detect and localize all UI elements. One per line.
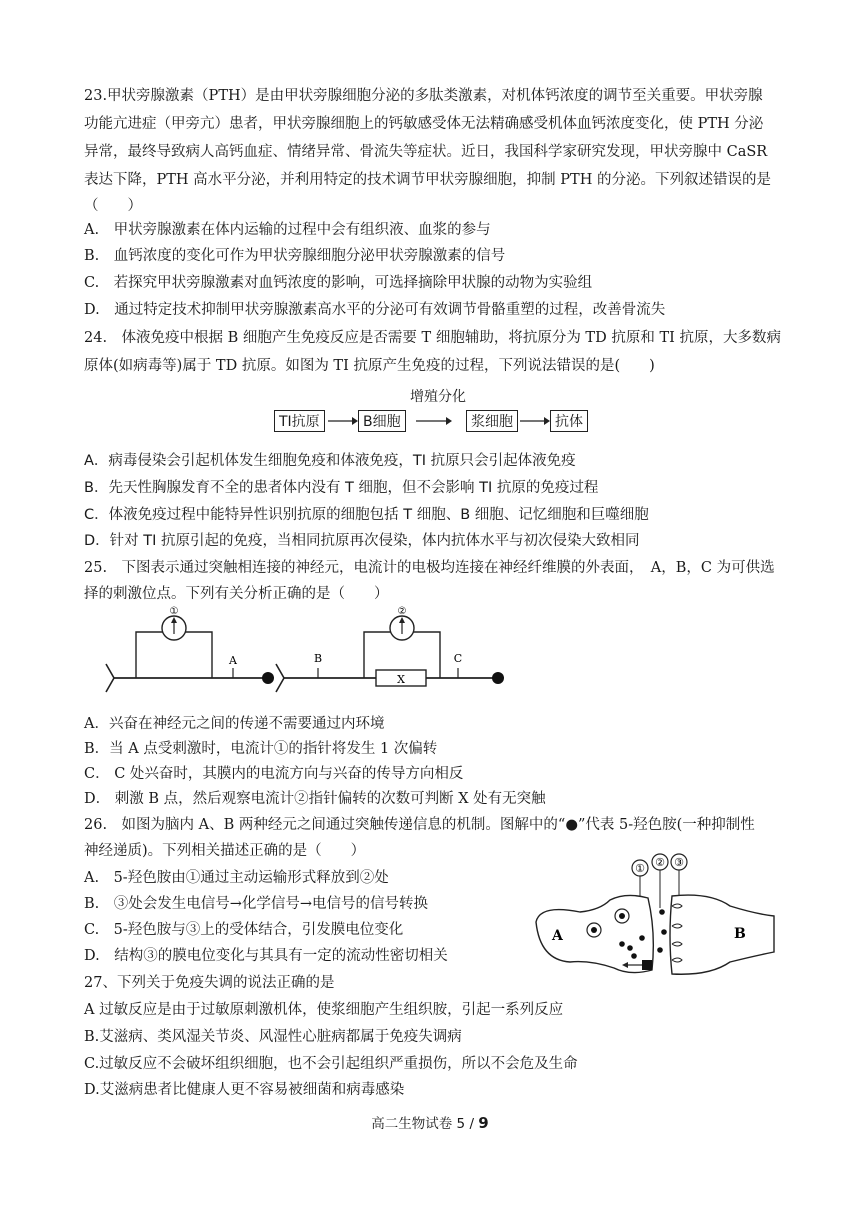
question-text-line: 神经递质)。下列相关描述正确的是（ ） [84,843,366,859]
option-b: B.艾滋病、类风湿关节炎、风湿性心脏病都属于免疫失调病 [84,1029,462,1045]
page-number: 5 [456,1116,466,1132]
flow-box-b-cell: B细胞 [358,410,406,432]
ti-antigen-flow-diagram [270,386,600,438]
dendrite-end [276,664,284,692]
point-a-label: A [229,654,237,667]
synapse-mechanism-diagram [530,852,780,992]
question-text-line: 24. 体液免疫中根据 B 细胞产生免疫反应是否需要 T 细胞辅助，将抗原分为 TD 抗原和 TI 抗原，大多数病 [84,330,781,346]
meter-2-label: ② [397,606,407,617]
x-label: X [397,673,405,686]
page-separator: / [469,1116,474,1132]
option-d: D． 刺激 B 点，然后观察电流计②指针偏转的次数可判断 X 处有无突触 [84,791,546,807]
point-b-label: B [313,652,323,665]
flow-box-ti-antigen: TI抗原 [274,410,325,432]
option-a: A．病毒侵染会引起机体发生细胞免疫和体液免疫，TI 抗原只会引起体液免疫 [84,453,576,469]
dendrite-end [106,664,114,692]
option-b: B．先天性胸腺发育不全的患者体内没有 T 细胞，但不会影响 TI 抗原的免疫过程 [84,480,599,496]
point-c-label: C [453,652,463,665]
flow-box-antibody: 抗体 [550,410,588,432]
option-d: D. 结构③的膜电位变化与其具有一定的流动性密切相关 [84,948,448,964]
option-d: D.艾滋病患者比健康人更不容易被细菌和病毒感染 [84,1082,405,1098]
page-total: 9 [478,1114,489,1132]
question-text-line: 择的刺激位点。下列有关分析正确的是（ ） [84,586,389,602]
option-b: B. ③处会发生电信号→化学信号→电信号的信号转换 [84,896,429,912]
option-a: A. 甲状旁腺激素在体内运输的过程中会有组织液、血浆的参与 [84,222,491,238]
option-d: D．针对 TI 抗原引起的免疫，当相同抗原再次侵染，体内抗体水平与初次侵染大致相同 [84,533,640,549]
question-text-line: 23.甲状旁腺激素（PTH）是由甲状旁腺细胞分泌的多肽类激素，对机体钙浓度的调节至关重要。甲状旁腺 [84,88,763,104]
option-a: A．兴奋在神经元之间的传递不需要通过内环境 [84,716,385,732]
arrow-icon [412,414,452,428]
question-text-line: 26. 如图为脑内 A、B 两种经元之间通过突触传递信息的机制。图解中的“●”代表 5-羟色胺(一种抑制性 [84,817,755,833]
meter-1-label: ① [169,606,179,617]
flow-box-plasma-cell: 浆细胞 [466,410,518,432]
question-text-line: 表达下降，PTH 高水平分泌，并利用特定的技术调节甲状旁腺细胞，抑制 PTH 的分泌。下列叙述错误的是 [84,172,771,188]
option-d: D. 通过特定技术抑制甲状旁腺激素高水平的分泌可有效调节骨骼重塑的过程，改善骨流失 [84,302,666,318]
label-3: ③ [674,856,684,869]
question-text-line: 功能亢进症（甲旁亢）患者，甲状旁腺细胞上的钙敏感受体无法精确感受机体血钙浓度变化，使 PTH 分泌 [84,116,764,132]
option-b: B. 血钙浓度的变化可作为甲状旁腺细胞分泌甲状旁腺激素的信号 [84,248,506,264]
option-c: C.过敏反应不会破坏组织细胞，也不会引起组织严重损伤，所以不会危及生命 [84,1056,578,1072]
option-c: C. 若探究甲状旁腺激素对血钙浓度的影响，可选择摘除甲状腺的动物为实验组 [84,275,593,291]
arrow-icon [326,414,358,428]
neuron-b-label: B [734,926,746,942]
footer-label: 高二生物试卷 [371,1116,453,1132]
option-c: C．体液免疫过程中能特异性识别抗原的细胞包括 T 细胞、B 细胞、记忆细胞和巨噬细胞 [84,507,649,523]
label-2: ② [655,856,665,869]
synapse-knob [492,672,504,684]
option-a: A 过敏反应是由于过敏原刺激机体，使浆细胞产生组织胺，引起一系列反应 [84,1002,564,1018]
answer-blank: （ ） [84,198,142,214]
synapse-circuit-diagram [100,604,520,704]
option-c: C. 5-羟色胺与③上的受体结合，引发膜电位变化 [84,922,404,938]
neuron-a-label: A [552,928,563,944]
question-text-line: 异常，最终导致病人高钙血症、情绪异常、骨流失等症状。近日，我国科学家研究发现，甲状旁腺中 CaSR [84,144,768,160]
synapse-knob [262,672,274,684]
question-text-line: 27、下列关于免疫失调的说法正确的是 [84,975,335,991]
option-a: A. 5-羟色胺由①通过主动运输形式释放到②处 [84,870,389,886]
diagram-caption: 增殖分化 [410,389,466,405]
option-b: B．当 A 点受刺激时，电流计①的指针将发生 1 次偏转 [84,741,438,757]
page-footer [0,1112,860,1132]
question-text-line: 25. 下图表示通过突触相连接的神经元，电流计的电极均连接在神经纤维膜的外表面， A，B，C 为可供选 [84,560,775,576]
arrow-icon [518,414,550,428]
label-1: ① [635,862,645,875]
option-c: C． C 处兴奋时，其膜内的电流方向与兴奋的传导方向相反 [84,766,464,782]
question-text-line: 原体(如病毒等)属于 TD 抗原。如图为 TI 抗原产生免疫的过程，下列说法错误的是( ) [84,358,655,374]
neuron-b-dendrite [670,895,774,974]
